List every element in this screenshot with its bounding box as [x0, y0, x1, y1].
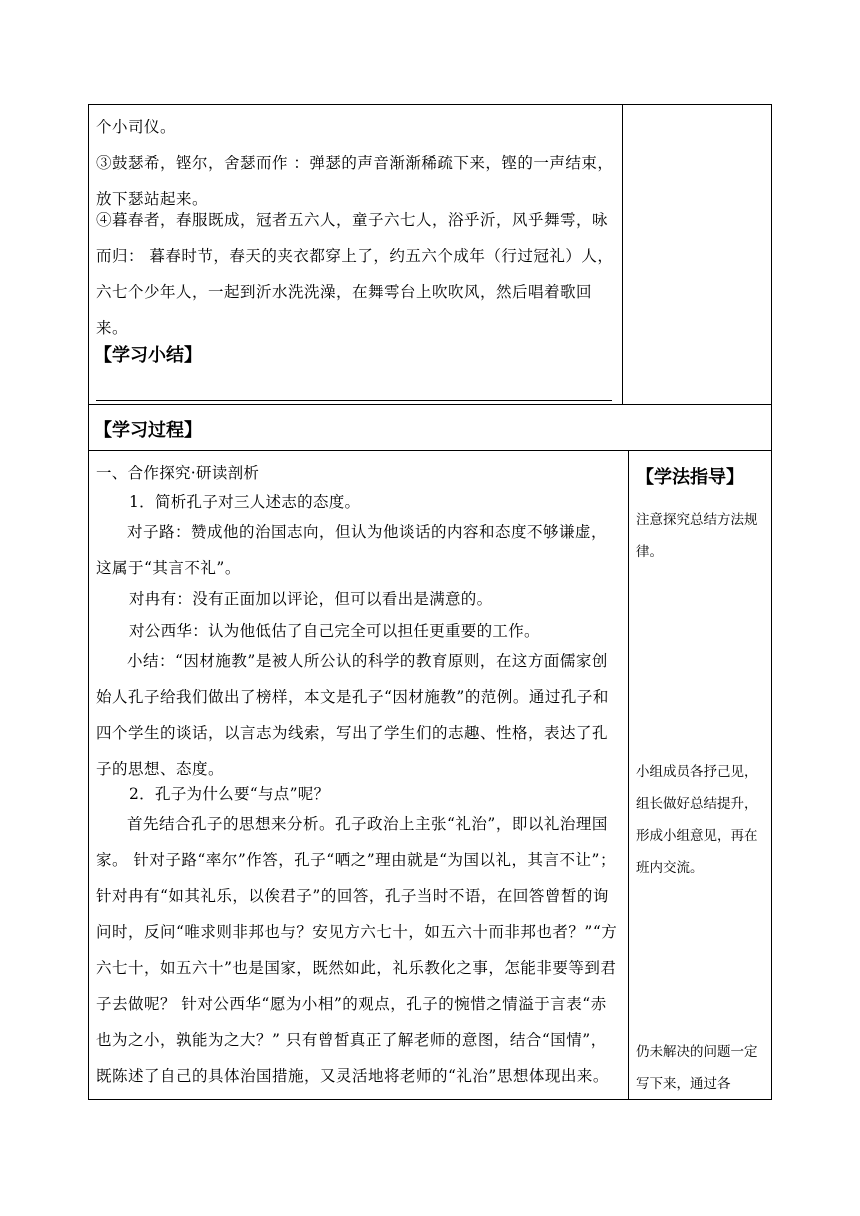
top-column-divider [622, 104, 623, 405]
study-method-heading: 【学法指导】 [636, 467, 744, 488]
section-title: 一、合作探究·研读剖析 [96, 464, 260, 482]
text-continued-line: 个小司仪。 [96, 118, 177, 136]
summary-underline [96, 400, 612, 401]
text-paragraph-3: ③鼓瑟希，铿尔，舍瑟而作 ：弹瑟的声音渐渐稀疏下来，铿的一声结束，放下瑟站起来。 [96, 154, 614, 208]
attitude-zilu: 对子路：赞成他的治国志向，但认为他谈话的内容和态度不够谦虚，这属于“其言不礼”。 [96, 523, 608, 577]
learning-process-heading: 【学习过程】 [94, 420, 202, 441]
table-border-left [88, 104, 89, 1100]
method-note-1: 注意探究总结方法规律。 [636, 512, 758, 560]
summary-paragraph: 小结：“因材施教”是被人所公认的科学的教育原则，在这方面儒家创始人孔子给我们做出了榜样，本文是孔子“因材施教”的范例。通过孔子和四个学生的谈话，以言志为线索，写出了学生们的志趣、性格，表达了孔子的思想、态度。 [96, 652, 609, 778]
table-border-right [771, 104, 772, 1100]
method-note-2: 小组成员各抒己见，组长做好总结提升，形成小组意见，再在班内交流。 [636, 764, 758, 876]
study-summary-heading: 【学习小结】 [94, 345, 202, 366]
attitude-gongxihua: 对公西华：认为他低估了自己完全可以担任更重要的工作。 [129, 622, 540, 640]
row-divider-2 [88, 450, 772, 451]
method-note-3: 仍未解决的问题一定写下来，通过各 [636, 1044, 758, 1092]
bottom-column-divider [628, 450, 629, 1100]
question-2: 2．孔子为什么要“与点”呢？ [129, 785, 330, 803]
table-border-top [88, 104, 772, 105]
answer-paragraph: 首先结合孔子的思想来分析。孔子政治上主张“礼治”，即以礼治理国家。 针对子路“率尔”作答，孔子“哂之”理由就是“为国以礼，其言不让”； 针对冉有“如其礼乐，以俟君子”的回答，孔子当时不语，在回答曾皙的询问时，反问“唯求则非邦也与？安见方六七十，如五六十而非邦也者？”“方六七十，如五六十”也是国家，既然如此，礼乐教化之事，怎能非要等到君子去做呢？ 针对公西华“愿为小相”的观点，孔子的惋惜之情溢于言表“赤也为之小，孰能为之大？” 只有曾皙真正了解老师的意图，结合“国情”，既陈述了自己的具体治国措施，又灵活地将老师的“礼治”思想体现出来。 [96, 815, 618, 1085]
attitude-ranyou: 对冉有：没有正面加以评论，但可以看出是满意的。 [129, 590, 493, 608]
text-paragraph-4: ④暮春者，春服既成，冠者五六人，童子六七人，浴乎沂，风乎舞雩，咏而归： 暮春时节，春天的夹衣都穿上了，约五六个成年（行过冠礼）人，六七个少年人，一起到沂水洗洗澡，在舞雩台上吹吹风，然后唱着歌回来。 [96, 211, 614, 337]
question-1: 1．简析孔子对三人述志的态度。 [129, 493, 361, 511]
row-divider-1 [88, 404, 772, 405]
